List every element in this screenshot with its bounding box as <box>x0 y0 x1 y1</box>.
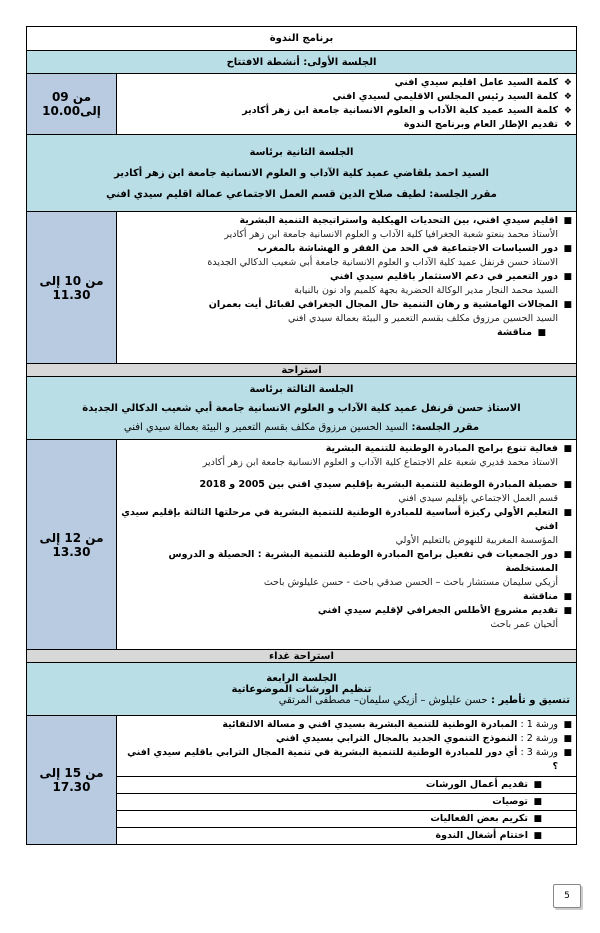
session4-head-block <box>27 663 577 716</box>
lunch-break-row: استراحة غداء <box>27 650 577 663</box>
session3-content <box>117 440 577 650</box>
closing-item: ■ توصيات <box>117 794 576 811</box>
session3-item: ■ مناقشة <box>523 591 572 602</box>
session2-item: ■ اقليم سيدي افني، بين التحديات الهيكلية واستراتيجية التنمية البشرية الأستاذ محمد بنعتو شعبة الجغرافيا كلية الآداب و العلوم الانسانية جامعة ابن زهر أكادير <box>224 215 572 240</box>
square-bullet-icon: ■ <box>563 216 572 226</box>
program-table <box>26 26 577 845</box>
closing-item: ■ تكريم بعض الفعاليات <box>117 811 576 828</box>
session4-subhead: تنظيم الورشات الموضوعاتية <box>231 683 372 695</box>
session3-item: ■ تقديم مشروع الأطلس الجغرافي لإقليم سيدي افني ألحيان عمر باحث <box>317 605 572 630</box>
session3-rapporteur: مقرر الجلسة: السيد الحسين مرزوق مكلف بقسم التعمير و البيئة بعمالة سيدي افني <box>123 421 480 433</box>
session3-head-block <box>27 377 577 440</box>
square-bullet-icon: ■ <box>563 444 572 454</box>
break-row: استراحة <box>27 364 577 377</box>
session3-chair: الاستاذ حسن قرنفل عميد كلية الآداب و العلوم الانسانية جامعة أبي شعيب الدكالي الجديدة <box>82 402 521 414</box>
session2-chair: السيد احمد بلقاضي عميد كلية الآداب و العلوم الانسانية جامعة ابن زهر أكادير <box>114 167 489 179</box>
session1-item: ❖ كلمة السيد عميد كلية الآداب و العلوم الانسانية جامعة ابن زهر أكادير <box>242 105 572 116</box>
square-bullet-icon: ■ <box>533 814 542 824</box>
session1-head: الجلسة الأولى: أنشطة الافتتاح <box>27 51 577 74</box>
square-bullet-icon: ■ <box>563 734 572 744</box>
square-bullet-icon: ■ <box>563 592 572 602</box>
square-bullet-icon: ■ <box>533 797 542 807</box>
session1-item: ❖ كلمة السيد عامل اقليم سيدي افني <box>394 77 572 88</box>
square-bullet-icon: ■ <box>563 720 572 730</box>
square-bullet-icon: ■ <box>537 328 546 338</box>
session3-time: من 12 إلى 13.30 <box>27 440 117 650</box>
square-bullet-icon: ■ <box>563 300 572 310</box>
square-bullet-icon: ■ <box>563 748 572 758</box>
session1-item: ❖ تقديم الإطار العام وبرنامج الندوة <box>403 119 572 130</box>
square-bullet-icon: ■ <box>533 831 542 841</box>
workshop-item: ■ ورشة 2 : النموذج التنموي الجديد بالمجال الترابي بسيدي افني <box>275 733 572 744</box>
session2-head-block <box>27 135 577 212</box>
workshop-item: ■ ورشة 3 : أي دور للمبادرة الوطنية للتنمية البشرية في تنمية المجال الترابي باقليم سيدي افني ؟ <box>127 747 572 772</box>
session2-rapporteur: مقرر الجلسة: لطيف صلاح الدين قسم العمل الاجتماعي عمالة اقليم سيدي افني <box>106 188 497 200</box>
session2-head: الجلسة الثانية برئاسة <box>249 146 354 158</box>
square-bullet-icon: ■ <box>563 480 572 490</box>
session2-content <box>117 212 577 364</box>
workshops-block <box>117 716 576 777</box>
session2-item: ■ دور السياسات الاجتماعية في الحد من الفقر و الهشاشة بالمغرب الاستاذ حسن قرنفل عميد كلية الآداب و العلوم الانسانية جامعة أبي شعيب الدكالي الجديدة <box>207 243 572 268</box>
session3-head: الجلسة الثالثة برئاسة <box>249 383 354 395</box>
session2-time: من 10 إلى 11.30 <box>27 212 117 364</box>
session4-time: من 15 إلى 17.30 <box>27 716 117 845</box>
session3-item: ■ دور الجمعيات في تفعيل برامج المبادرة الوطنية للتنمية البشرية : الحصيلة و الدروس المستخلصة أزيكي سليمان مستشار باحث – الحسن صدقي باحث - حسن عليلوش باحث <box>168 549 572 588</box>
page-number: 5 <box>553 884 581 908</box>
session2-item: ■ مناقشة <box>497 327 546 338</box>
program-title: برنامج الندوة <box>27 27 577 51</box>
closing-item: ■ تقديم أعمال الورشات <box>117 777 576 794</box>
diamond-bullet-icon: ❖ <box>563 78 572 88</box>
session3-item: ■ التعليم الأولي ركيزة أساسية للمبادرة الوطنية للتنمية البشرية في مرحلتها الثالثة بإقليم سيدي افني المؤسسة المغربية للنهوض بالتعليم الأولي <box>121 507 572 546</box>
square-bullet-icon: ■ <box>533 780 542 790</box>
diamond-bullet-icon: ❖ <box>563 106 572 116</box>
session1-item: ❖ كلمة السيد رئيس المجلس الاقليمي لسيدي افني <box>332 91 572 102</box>
diamond-bullet-icon: ❖ <box>563 92 572 102</box>
session3-item: ■ حصيلة المبادرة الوطنية للتنمية البشرية بإقليم سيدي افني بين 2005 و 2018 قسم العمل الاجتماعي بإقليم سيدي افني <box>199 479 572 504</box>
square-bullet-icon: ■ <box>563 606 572 616</box>
session3-item: ■ فعالية تنوع برامج المبادرة الوطنية للتنمية البشرية الاستاذ محمد قديري شعبة علم الاجتماع كلية الآداب و العلوم الانسانية جامعة ابن زهر أكادير <box>202 443 572 468</box>
closing-item: ■ اختتام أشغال الندوة <box>435 830 542 841</box>
square-bullet-icon: ■ <box>563 550 572 560</box>
session2-item: ■ المجالات الهامشية و رهان التنمية حال المجال الجغرافي لقبائل أيت بعمران السيد الحسين مرزوق مكلف بقسم التعمير و البيئة بعمالة سيدي افني <box>208 299 572 324</box>
square-bullet-icon: ■ <box>563 508 572 518</box>
session4-head: الجلسة الرابعة <box>266 672 337 684</box>
session1-content <box>117 74 577 135</box>
session1-time: من 09 إلى10.00 <box>27 74 117 135</box>
session2-item: ■ دور التعمير في دعم الاستثمار باقليم سيدي افني السيد محمد النجار مدير الوكالة الحضرية بجهة كلميم واد نون بالنيابة <box>294 271 572 296</box>
diamond-bullet-icon: ❖ <box>563 120 572 130</box>
workshop-item: ■ ورشة 1 : المبادرة الوطنية للتنمية البشرية بسيدي افني و مسالة الالتقائية <box>222 719 572 730</box>
session4-content <box>117 716 577 845</box>
session4-coordination: تنسيق و تأطير : حسن عليلوش – أزيكي سليمان– مصطفى المرتقي <box>278 694 570 706</box>
square-bullet-icon: ■ <box>563 244 572 254</box>
square-bullet-icon: ■ <box>563 272 572 282</box>
